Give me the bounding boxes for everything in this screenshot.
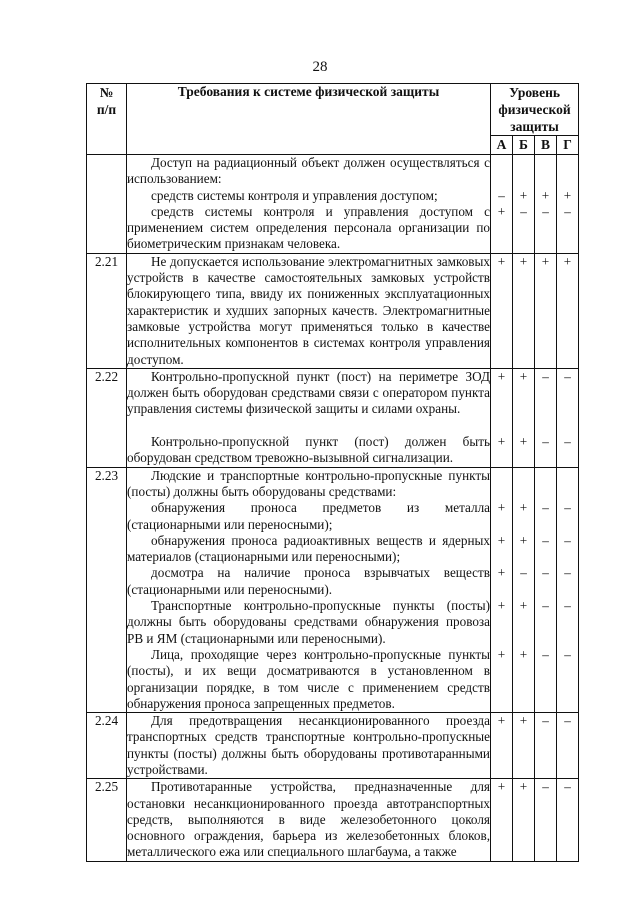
level-mark: + bbox=[519, 187, 528, 203]
level-cell bbox=[513, 368, 535, 467]
row-number: 2.25 bbox=[87, 779, 127, 862]
requirements-table bbox=[86, 83, 579, 862]
requirement-paragraph: обнаружения проноса радиоактивных веществ и ядерных материалов (стационарными или переносными); bbox=[127, 532, 490, 565]
level-mark: + bbox=[541, 187, 550, 203]
level-cell bbox=[557, 368, 579, 467]
level-mark: + bbox=[519, 646, 528, 662]
level-mark: + bbox=[541, 253, 550, 269]
header-level-g: Г bbox=[557, 136, 579, 155]
level-mark: + bbox=[497, 368, 506, 384]
level-cell bbox=[491, 779, 513, 862]
level-mark: – bbox=[542, 368, 549, 384]
table-row bbox=[87, 467, 579, 712]
level-mark: + bbox=[497, 646, 506, 662]
level-mark: – bbox=[564, 203, 571, 219]
table-row bbox=[87, 253, 579, 368]
level-mark: – bbox=[520, 203, 527, 219]
level-mark: + bbox=[497, 500, 506, 516]
level-mark: – bbox=[564, 500, 571, 516]
level-mark: – bbox=[564, 598, 571, 614]
level-mark: – bbox=[542, 532, 549, 548]
requirement-text bbox=[127, 713, 491, 779]
level-mark: + bbox=[497, 598, 506, 614]
level-mark: – bbox=[542, 434, 549, 450]
level-mark: + bbox=[497, 713, 506, 729]
requirement-paragraph: Людские и транспортные контрольно-пропускные пункты (посты) должны быть оборудованы средствами: bbox=[127, 467, 490, 499]
header-level-b: Б bbox=[513, 136, 535, 155]
level-mark: – bbox=[564, 368, 571, 384]
table-row bbox=[87, 368, 579, 467]
row-number: 2.23 bbox=[87, 467, 127, 712]
level-mark: – bbox=[564, 713, 571, 729]
requirement-paragraph: средств системы контроля и управления доступом; bbox=[151, 187, 438, 203]
level-cell bbox=[491, 467, 513, 712]
level-mark: + bbox=[563, 253, 572, 269]
level-mark: + bbox=[497, 565, 506, 581]
requirement-text bbox=[127, 467, 491, 712]
requirement-text bbox=[127, 779, 491, 862]
header-num-label: № п/п bbox=[96, 85, 117, 117]
level-mark: – bbox=[564, 646, 571, 662]
level-mark: – bbox=[542, 565, 549, 581]
requirement-text bbox=[127, 368, 491, 467]
level-mark: – bbox=[542, 713, 549, 729]
header-level-a: А bbox=[491, 136, 513, 155]
row-number bbox=[87, 155, 127, 254]
level-mark: – bbox=[564, 532, 571, 548]
requirement-paragraph: Лица, проходящие через контрольно-пропускные пункты (посты), и их вещи досматриваются в установленном в организации порядке, в том числе с применением средств обнаружения проноса запрещенных предметов. bbox=[127, 646, 490, 711]
requirement-paragraph: Доступ на радиационный объект должен осуществляться с использованием: bbox=[127, 155, 490, 187]
level-mark: + bbox=[519, 434, 528, 450]
level-mark: + bbox=[563, 187, 572, 203]
requirement-paragraph: Контрольно-пропускной пункт (пост) на периметре ЗОД должен быть оборудован средствами связи с оператором пункта управления системы физической защиты и силами охраны. bbox=[127, 368, 490, 417]
requirement-paragraph: Контрольно-пропускной пункт (пост) должен быть оборудован средством тревожно-вызывной сигнализации. bbox=[127, 434, 490, 466]
level-cell bbox=[535, 713, 557, 779]
level-mark: – bbox=[542, 598, 549, 614]
level-mark: + bbox=[519, 253, 528, 269]
level-mark: + bbox=[519, 500, 528, 516]
level-cell bbox=[535, 368, 557, 467]
level-mark: + bbox=[497, 779, 506, 795]
level-cell bbox=[513, 253, 535, 368]
requirement-paragraph: обнаружения проноса предметов из металла (стационарными или переносными); bbox=[127, 500, 490, 532]
level-cell bbox=[491, 155, 513, 254]
header-num bbox=[87, 84, 127, 155]
level-cell bbox=[557, 467, 579, 712]
page-number: 28 bbox=[312, 59, 328, 75]
level-mark: + bbox=[497, 532, 506, 548]
level-mark: – bbox=[542, 646, 549, 662]
level-mark: + bbox=[497, 203, 506, 219]
level-mark: – bbox=[542, 500, 549, 516]
level-mark: + bbox=[519, 779, 528, 795]
table-row bbox=[87, 779, 579, 862]
level-mark: – bbox=[542, 779, 549, 795]
requirement-paragraph: Для предотвращения несанкционированного проезда транспортных средств транспортные контрольно-пропускные пункты (посты) должны быть оборудованы противотаранными устройствами. bbox=[127, 713, 490, 777]
level-cell bbox=[535, 155, 557, 254]
level-cell bbox=[513, 155, 535, 254]
level-cell bbox=[557, 253, 579, 368]
level-mark: + bbox=[497, 253, 506, 269]
level-mark: + bbox=[519, 598, 528, 614]
level-cell bbox=[535, 253, 557, 368]
level-cell bbox=[535, 779, 557, 862]
table-body bbox=[87, 155, 579, 862]
header-requirements: Требования к системе физической защиты bbox=[127, 84, 491, 155]
requirement-paragraph: Противотаранные устройства, предназначенные для остановки несанкционированного проезда автотранспортных средств, выполняются в виде железобетонного цоколя основного ограждения, барьера из железобетонных блоков, металлического ежа или специального шлагбаума, а также bbox=[127, 779, 490, 860]
level-cell bbox=[557, 779, 579, 862]
level-mark: – bbox=[564, 779, 571, 795]
level-mark: + bbox=[519, 713, 528, 729]
level-mark: + bbox=[519, 532, 528, 548]
level-cell bbox=[535, 467, 557, 712]
header-level-v: В bbox=[535, 136, 557, 155]
header-level: Уровень физической защиты bbox=[491, 84, 579, 136]
level-mark: – bbox=[564, 565, 571, 581]
level-cell bbox=[491, 713, 513, 779]
level-mark: + bbox=[519, 368, 528, 384]
table-row bbox=[87, 155, 579, 254]
row-number: 2.24 bbox=[87, 713, 127, 779]
row-number: 2.22 bbox=[87, 368, 127, 467]
level-cell bbox=[513, 779, 535, 862]
level-mark: – bbox=[542, 203, 549, 219]
level-cell bbox=[557, 155, 579, 254]
level-mark: – bbox=[498, 187, 505, 203]
requirement-paragraph: Транспортные контрольно-пропускные пункты (посты) должны быть оборудованы средствами обнаружения провоза РВ и ЯМ (стационарными или переносными). bbox=[127, 598, 490, 646]
level-mark: + bbox=[497, 434, 506, 450]
level-mark: – bbox=[564, 434, 571, 450]
level-cell bbox=[491, 253, 513, 368]
requirement-paragraph: средств системы контроля и управления доступом с применением систем определения персонала организации по биометрическим признакам человека. bbox=[127, 203, 490, 252]
level-mark: – bbox=[520, 565, 527, 581]
row-number: 2.21 bbox=[87, 253, 127, 368]
level-cell bbox=[557, 713, 579, 779]
requirement-text bbox=[127, 253, 491, 368]
level-cell bbox=[491, 368, 513, 467]
level-cell bbox=[513, 713, 535, 779]
requirement-paragraph: досмотра на наличие проноса взрывчатых веществ (стационарными или переносными). bbox=[127, 565, 490, 597]
table-row bbox=[87, 713, 579, 779]
requirement-text bbox=[127, 155, 491, 254]
level-cell bbox=[513, 467, 535, 712]
requirement-paragraph: Не допускается использование электромагнитных замковых устройств в качестве самостоятельных замковых устройств блокирующего типа, ввиду их пониженных эксплуатационных характеристик и худших запорных качеств. Электромагнитные замковые устройства могут применяться только в качестве исполнительных компонентов в системах контроля управления доступом. bbox=[127, 253, 490, 367]
